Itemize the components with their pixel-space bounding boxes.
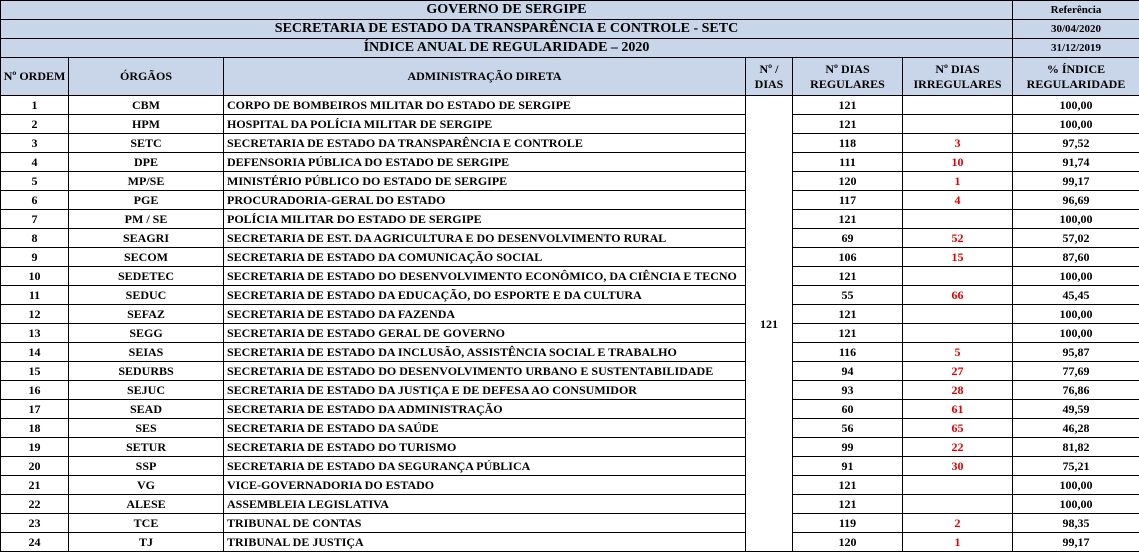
regular-days-cell: 121 [793,267,903,286]
regularity-index-cell: 91,74 [1013,153,1139,172]
irregular-days-cell: 61 [903,400,1013,419]
sigla-cell: SSP [69,457,224,476]
regularity-index-cell: 77,69 [1013,362,1139,381]
regularity-index-cell: 46,28 [1013,419,1139,438]
organ-name-cell: TRIBUNAL DE CONTAS [224,514,746,533]
table-row [1,172,1139,191]
regular-days-cell: 55 [793,286,903,305]
header-row-2 [1,20,1139,39]
regular-days-cell: 116 [793,343,903,362]
organ-name-cell: ASSEMBLEIA LEGISLATIVA [224,495,746,514]
order-cell: 6 [1,191,69,210]
irregular-days-cell [903,210,1013,229]
irregular-days-cell: 28 [903,381,1013,400]
table-row [1,362,1139,381]
table-row [1,476,1139,495]
irregular-days-cell [903,115,1013,134]
col-regulares: Nº DIAS REGULARES [793,58,903,96]
organ-name-cell: SECRETARIA DE ESTADO DA ADMINISTRAÇÃO [224,400,746,419]
table-row [1,343,1139,362]
sigla-cell: SEGG [69,324,224,343]
table-row [1,400,1139,419]
order-cell: 14 [1,343,69,362]
order-cell: 20 [1,457,69,476]
order-cell: 1 [1,96,69,115]
sigla-cell: SETUR [69,438,224,457]
sigla-cell: SES [69,419,224,438]
regularity-index-cell: 98,35 [1013,514,1139,533]
reference-date-2: 31/12/2019 [1013,39,1139,58]
regularity-index-cell: 99,17 [1013,533,1139,552]
irregular-days-cell [903,324,1013,343]
organ-name-cell: SECRETARIA DE ESTADO DO DESENVOLVIMENTO ECONÔMICO, DA CIÊNCIA E TECNO [224,267,746,286]
title-index: ÍNDICE ANUAL DE REGULARIDADE – 2020 [1,39,1013,58]
irregular-days-cell: 66 [903,286,1013,305]
order-cell: 17 [1,400,69,419]
table-row [1,115,1139,134]
regular-days-cell: 120 [793,172,903,191]
col-dias: Nº / DIAS [746,58,793,96]
organ-name-cell: MINISTÉRIO PÚBLICO DO ESTADO DE SERGIPE [224,172,746,191]
organ-name-cell: CORPO DE BOMBEIROS MILITAR DO ESTADO DE SERGIPE [224,96,746,115]
regular-days-cell: 56 [793,419,903,438]
regular-days-cell: 94 [793,362,903,381]
irregular-days-cell: 52 [903,229,1013,248]
regular-days-cell: 121 [793,115,903,134]
sigla-cell: SEDETEC [69,267,224,286]
organ-name-cell: SECRETARIA DE ESTADO DA SAÚDE [224,419,746,438]
order-cell: 4 [1,153,69,172]
regular-days-cell: 119 [793,514,903,533]
reference-label: Referência [1013,1,1139,20]
sigla-cell: VG [69,476,224,495]
irregular-days-cell: 1 [903,172,1013,191]
organ-name-cell: TRIBUNAL DE JUSTIÇA [224,533,746,552]
sigla-cell: SEAD [69,400,224,419]
table-row [1,153,1139,172]
regular-days-cell: 69 [793,229,903,248]
irregular-days-cell: 3 [903,134,1013,153]
irregular-days-cell: 10 [903,153,1013,172]
sigla-cell: MP/SE [69,172,224,191]
irregular-days-cell [903,96,1013,115]
order-cell: 8 [1,229,69,248]
regularity-index-cell: 100,00 [1013,324,1139,343]
organ-name-cell: SECRETARIA DE ESTADO DO TURISMO [224,438,746,457]
irregular-days-cell: 27 [903,362,1013,381]
title-secretariat: SECRETARIA DE ESTADO DA TRANSPARÊNCIA E CONTROLE - SETC [1,20,1013,39]
sigla-cell: PGE [69,191,224,210]
table-row [1,438,1139,457]
table-row [1,248,1139,267]
order-cell: 10 [1,267,69,286]
order-cell: 3 [1,134,69,153]
regularity-index-cell: 99,17 [1013,172,1139,191]
order-cell: 5 [1,172,69,191]
order-cell: 15 [1,362,69,381]
regular-days-cell: 91 [793,457,903,476]
sigla-cell: CBM [69,96,224,115]
header-row-1 [1,1,1139,20]
regularity-index-cell: 45,45 [1013,286,1139,305]
total-days-cell: 121 [746,96,793,552]
organ-name-cell: SECRETARIA DE ESTADO DA COMUNICAÇÃO SOCIAL [224,248,746,267]
regular-days-cell: 121 [793,305,903,324]
order-cell: 23 [1,514,69,533]
sigla-cell: SEDUC [69,286,224,305]
organ-name-cell: PROCURADORIA-GERAL DO ESTADO [224,191,746,210]
title-government: GOVERNO DE SERGIPE [1,1,1013,20]
organ-name-cell: SECRETARIA DE ESTADO DA JUSTIÇA E DE DEFESA AO CONSUMIDOR [224,381,746,400]
irregular-days-cell: 30 [903,457,1013,476]
regularity-index-cell: 57,02 [1013,229,1139,248]
regular-days-cell: 120 [793,533,903,552]
organ-name-cell: SECRETARIA DE ESTADO DA SEGURANÇA PÚBLICA [224,457,746,476]
order-cell: 12 [1,305,69,324]
regularity-index-cell: 87,60 [1013,248,1139,267]
irregular-days-cell: 4 [903,191,1013,210]
order-cell: 13 [1,324,69,343]
table-row [1,210,1139,229]
table-row [1,96,1139,115]
regularity-index-cell: 96,69 [1013,191,1139,210]
regular-days-cell: 121 [793,476,903,495]
order-cell: 19 [1,438,69,457]
organ-name-cell: HOSPITAL DA POLÍCIA MILITAR DE SERGIPE [224,115,746,134]
table-row [1,286,1139,305]
sigla-cell: TCE [69,514,224,533]
table-row [1,533,1139,552]
column-header-row [1,58,1139,96]
sigla-cell: SEDURBS [69,362,224,381]
irregular-days-cell [903,267,1013,286]
organ-name-cell: SECRETARIA DE ESTADO GERAL DE GOVERNO [224,324,746,343]
regular-days-cell: 106 [793,248,903,267]
regular-days-cell: 111 [793,153,903,172]
order-cell: 18 [1,419,69,438]
organ-name-cell: DEFENSORIA PÚBLICA DO ESTADO DE SERGIPE [224,153,746,172]
organ-name-cell: SECRETARIA DE ESTADO DA EDUCAÇÃO, DO ESPORTE E DA CULTURA [224,286,746,305]
regularity-index-cell: 100,00 [1013,267,1139,286]
order-cell: 11 [1,286,69,305]
regular-days-cell: 117 [793,191,903,210]
col-orgaos: ÓRGÃOS [69,58,224,96]
table-row [1,191,1139,210]
table-row [1,419,1139,438]
order-cell: 7 [1,210,69,229]
table-row [1,457,1139,476]
irregular-days-cell: 15 [903,248,1013,267]
organ-name-cell: SECRETARIA DE ESTADO DA TRANSPARÊNCIA E CONTROLE [224,134,746,153]
regularity-index-cell: 95,87 [1013,343,1139,362]
organ-name-cell: SECRETARIA DE ESTADO DA INCLUSÃO, ASSISTÊNCIA SOCIAL E TRABALHO [224,343,746,362]
organ-name-cell: POLÍCIA MILITAR DO ESTADO DE SERGIPE [224,210,746,229]
sigla-cell: PM / SE [69,210,224,229]
organ-name-cell: SECRETARIA DE ESTADO DA FAZENDA [224,305,746,324]
regularity-index-cell: 97,52 [1013,134,1139,153]
irregular-days-cell: 2 [903,514,1013,533]
regularity-index-cell: 100,00 [1013,210,1139,229]
table-row [1,134,1139,153]
order-cell: 16 [1,381,69,400]
regularity-index-cell: 49,59 [1013,400,1139,419]
sigla-cell: DPE [69,153,224,172]
regular-days-cell: 121 [793,96,903,115]
col-irregulares: Nº DIAS IRREGULARES [903,58,1013,96]
sigla-cell: SEIAS [69,343,224,362]
order-cell: 21 [1,476,69,495]
regular-days-cell: 60 [793,400,903,419]
sigla-cell: SECOM [69,248,224,267]
irregular-days-cell [903,495,1013,514]
irregular-days-cell: 22 [903,438,1013,457]
sigla-cell: ALESE [69,495,224,514]
table-row [1,381,1139,400]
regular-days-cell: 93 [793,381,903,400]
regularity-index-cell: 100,00 [1013,476,1139,495]
col-indice: % ÍNDICE REGULARIDADE [1013,58,1139,96]
table-row [1,514,1139,533]
regularity-index-cell: 100,00 [1013,115,1139,134]
reference-date-1: 30/04/2020 [1013,20,1139,39]
regularity-index-cell: 81,82 [1013,438,1139,457]
order-cell: 22 [1,495,69,514]
sigla-cell: HPM [69,115,224,134]
regularity-index-cell: 100,00 [1013,305,1139,324]
order-cell: 24 [1,533,69,552]
organ-name-cell: VICE-GOVERNADORIA DO ESTADO [224,476,746,495]
sigla-cell: SEAGRI [69,229,224,248]
organ-name-cell: SECRETARIA DE ESTADO DO DESENVOLVIMENTO URBANO E SUSTENTABILIDADE [224,362,746,381]
regularity-index-cell: 76,86 [1013,381,1139,400]
regular-days-cell: 121 [793,324,903,343]
regularity-index-cell: 100,00 [1013,495,1139,514]
sigla-cell: SETC [69,134,224,153]
order-cell: 9 [1,248,69,267]
table-row [1,267,1139,286]
order-cell: 2 [1,115,69,134]
irregular-days-cell: 1 [903,533,1013,552]
table-row [1,305,1139,324]
sigla-cell: SEJUC [69,381,224,400]
sigla-cell: TJ [69,533,224,552]
table-row [1,324,1139,343]
regularity-index-cell: 100,00 [1013,96,1139,115]
irregular-days-cell: 5 [903,343,1013,362]
sigla-cell: SEFAZ [69,305,224,324]
irregular-days-cell [903,476,1013,495]
table-row [1,229,1139,248]
organ-name-cell: SECRETARIA DE EST. DA AGRICULTURA E DO DESENVOLVIMENTO RURAL [224,229,746,248]
irregular-days-cell: 65 [903,419,1013,438]
header-row-3 [1,39,1139,58]
col-ordem: Nº ORDEM [1,58,69,96]
regular-days-cell: 121 [793,210,903,229]
col-administracao: ADMINISTRAÇÃO DIRETA [224,58,746,96]
regular-days-cell: 121 [793,495,903,514]
regularity-index-cell: 75,21 [1013,457,1139,476]
irregular-days-cell [903,305,1013,324]
regular-days-cell: 99 [793,438,903,457]
regular-days-cell: 118 [793,134,903,153]
table-row [1,495,1139,514]
